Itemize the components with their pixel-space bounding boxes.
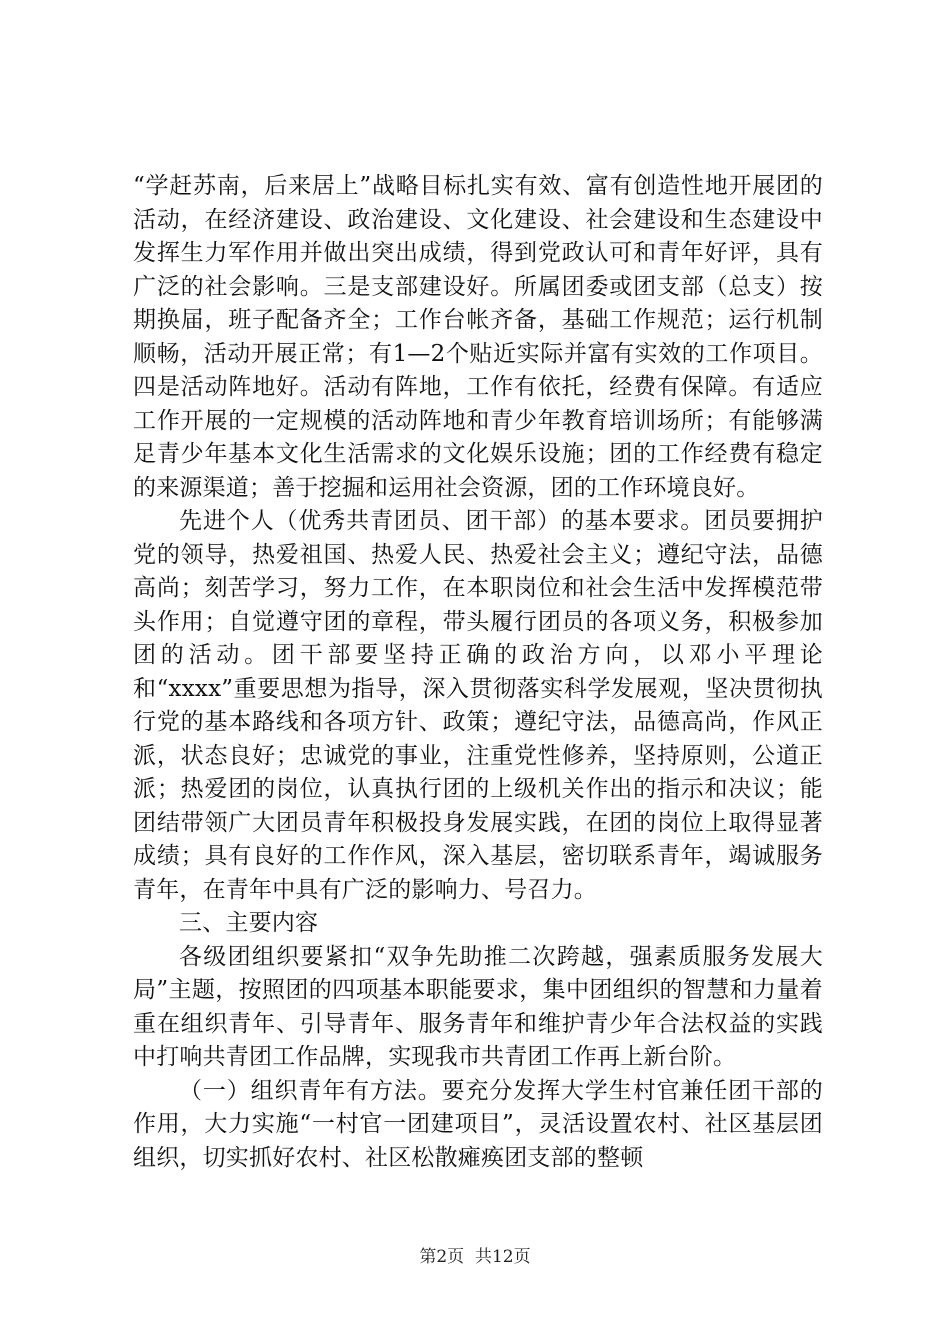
paragraph-individual-requirements: 先进个人（优秀共青团员、团干部）的基本要求。团员要拥护党的领导，热爱祖国、热爱人民、热爱社会主义；遵纪守法，品德高尚；刻苦学习，努力工作，在本职岗位和社会生活中发挥模范带头作用；自觉遵守团的章程，带头履行团员的各项义务，积极参加团的活动。团干部要坚持正确的政治方向，以邓小平理论和“xxxx”重要思想为指导，深入贯彻落实科学发展观，坚决贯彻执行党的基本路线和各项方针、政策；遵纪守法，品德高尚，作风正派，状态良好；忠诚党的事业，注重党性修养，坚持原则，公道正派；热爱团的岗位，认真执行团的上级机关作出的指示和决议；能团结带领广大团员青年积极投身发展实践，在团的岗位上取得显著成绩；具有良好的工作作风，深入基层，密切联系青年，竭诚服务青年，在青年中具有广泛的影响力、号召力。 bbox=[133, 508, 823, 903]
section-heading-main-content: 三、主要内容 bbox=[179, 910, 319, 936]
paragraph-main-content: 各级团组织要紧扣“双争先助推二次跨越，强素质服务发展大局”主题，按照团的四项基本职能要求，集中团组织的智慧和力量着重在组织青年、引导青年、服务青年和维护青少年合法权益的实践中打响共青团工作品牌，实现我市共青团工作再上新台阶。 bbox=[133, 943, 823, 1070]
page-footer bbox=[0, 1242, 950, 1267]
page-number-label: 第2页 共12页 bbox=[419, 1247, 531, 1267]
paragraph-continuation: “学赶苏南，后来居上”战略目标扎实有效、富有创造性地开展团的活动，在经济建设、政治建设、文化建设、社会建设和生态建设中发挥生力军作用并做出突出成绩，得到党政认可和青年好评，具有广泛的社会影响。三是支部建设好。所属团委或团支部（总支）按期换届，班子配备齐全；工作台帐齐备，基础工作规范；运行机制顺畅，活动开展正常；有1—2个贴近实际并富有实效的工作项目。四是活动阵地好。活动有阵地，工作有依托，经费有保障。有适应工作开展的一定规模的活动阵地和青少年教育培训场所；有能够满足青少年基本文化生活需求的文化娱乐设施；团的工作经费有稳定的来源渠道；善于挖掘和运用社会资源，团的工作环境良好。 bbox=[133, 173, 823, 501]
document-body bbox=[133, 170, 823, 1175]
paragraph-organize-youth: （一）组织青年有方法。要充分发挥大学生村官兼任团干部的作用，大力实施“一村官一团建项目”，灵活设置农村、社区基层团组织，切实抓好农村、社区松散瘫痪团支部的整顿 bbox=[133, 1077, 823, 1171]
